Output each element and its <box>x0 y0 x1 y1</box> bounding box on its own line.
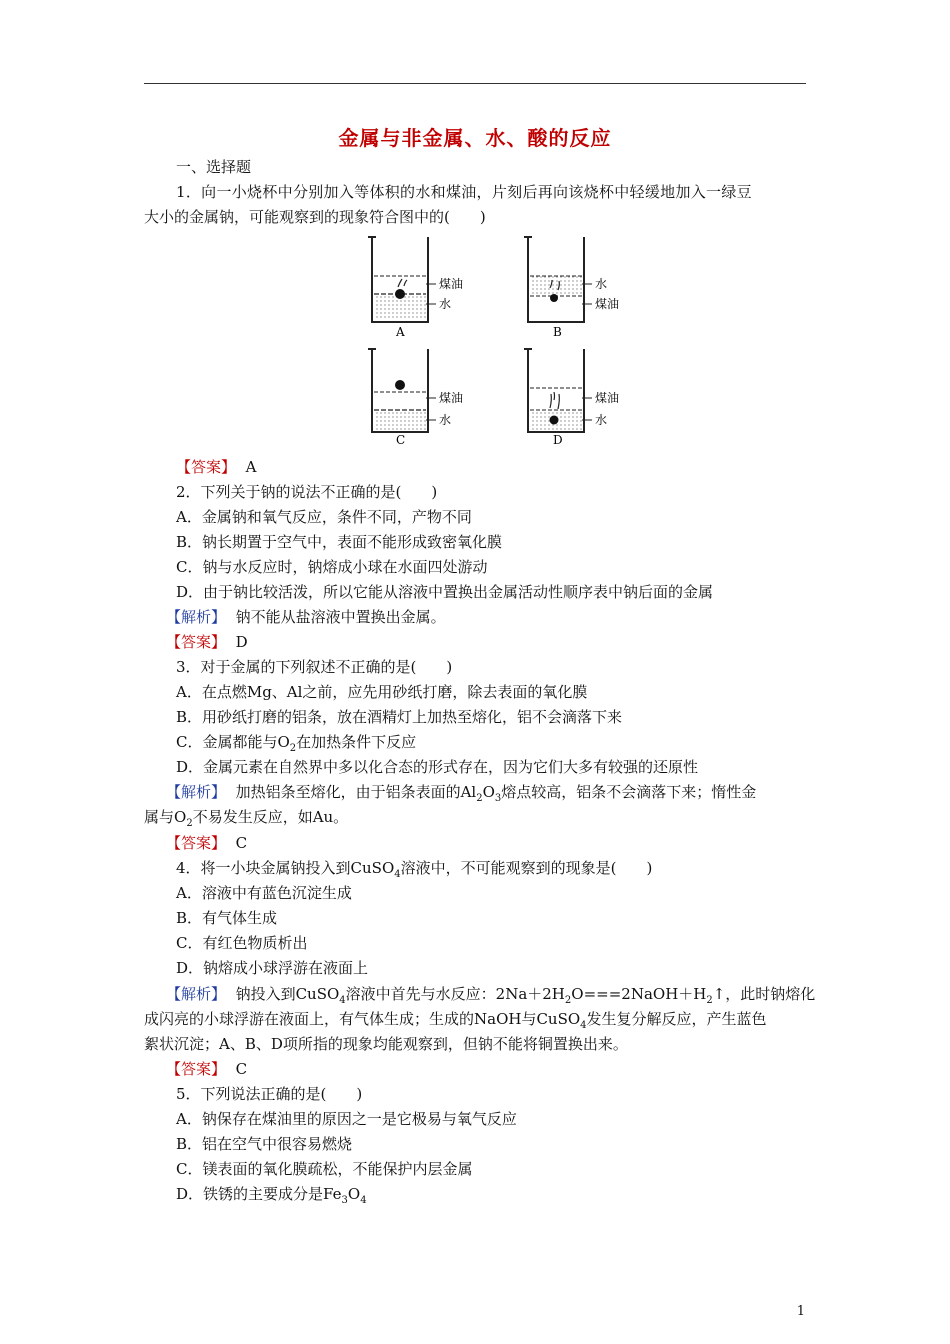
q4-analysis-line3: 絮状沉淀；A、B、D项所指的现象均能观察到，但钠不能将铜置换出来。 <box>144 1035 628 1053</box>
q1-stem-line2: 大小的金属钠，可能观察到的现象符合图中的( ) <box>144 208 486 226</box>
analysis-tag: 【解析】 <box>166 985 227 1003</box>
label-c-kerosene: 煤油 <box>439 391 464 405</box>
q4-option-b: B．有气体生成 <box>176 909 278 927</box>
answer-value: D <box>235 633 248 651</box>
answer-value: C <box>235 834 248 852</box>
beaker-b <box>524 237 619 339</box>
text: 溶液中首先与水反应：2Na＋2H <box>345 985 565 1003</box>
q2-answer <box>166 632 248 652</box>
q2-option-c: C．钠与水反应时，钠熔成小球在水面四处游动 <box>176 558 488 576</box>
option-d-label: D <box>553 433 563 447</box>
subscript: 4 <box>339 995 346 1006</box>
text: O <box>347 1185 361 1203</box>
text: ↑，此时钠熔化 <box>712 985 816 1003</box>
q2-analysis <box>166 607 446 627</box>
text: 加热铝条至熔化，由于铝条表面的Al <box>235 783 477 801</box>
q3-option-a: A．在点燃Mg、Al之前，应先用砂纸打磨，除去表面的氧化膜 <box>176 683 588 701</box>
q4-analysis-line2 <box>144 1009 767 1036</box>
text: 钠投入到CuSO <box>235 985 340 1003</box>
subscript: 3 <box>494 793 502 804</box>
text: O <box>482 783 495 801</box>
q5-stem: 5．下列说法正确的是( ) <box>176 1085 363 1103</box>
text: 发生复分解反应，产生蓝色 <box>586 1010 767 1028</box>
q2-stem: 2．下列关于钠的说法不正确的是( ) <box>176 483 438 501</box>
text: 熔点较高，铝条不会滴落下来；惰性金 <box>501 783 757 801</box>
q4-option-c: C．有红色物质析出 <box>176 934 308 952</box>
label-b-kerosene: 煤油 <box>595 297 620 311</box>
q3-answer <box>166 833 247 853</box>
text: D．铁锈的主要成分是Fe <box>176 1185 342 1203</box>
text: 在加热条件下反应 <box>296 733 417 751</box>
section-heading: 一、选择题 <box>176 158 252 176</box>
answer-tag: 【答案】 <box>166 834 227 852</box>
page-number: 1 <box>796 1304 805 1319</box>
q4-answer <box>166 1059 247 1079</box>
label-d-water: 水 <box>595 413 608 427</box>
q4-stem <box>176 858 652 885</box>
label-a-water: 水 <box>439 297 452 311</box>
q1-answer <box>176 457 256 477</box>
q5-option-c: C．镁表面的氧化膜疏松，不能保护内层金属 <box>176 1160 473 1178</box>
answer-value: C <box>235 1060 248 1078</box>
q4-option-d: D．钠熔成小球浮游在液面上 <box>176 959 369 977</box>
option-c-label: C <box>396 433 406 447</box>
beaker-d <box>524 349 619 447</box>
subscript: 2 <box>706 995 713 1006</box>
option-b-label: B <box>553 325 562 339</box>
q1-stem-line1: 1．向一小烧杯中分别加入等体积的水和煤油，片刻后再向该烧杯中轻缓地加入一绿豆 <box>176 183 752 201</box>
subscript: 4 <box>580 1020 587 1031</box>
q3-stem: 3．对于金属的下列叙述不正确的是( ) <box>176 658 453 676</box>
q5-option-b: B．铝在空气中很容易燃烧 <box>176 1135 353 1153</box>
text: 成闪亮的小球浮游在液面上，有气体生成；生成的NaOH与CuSO <box>144 1010 581 1028</box>
answer-tag: 【答案】 <box>176 458 237 476</box>
text: 溶液中，不可能观察到的现象是( ) <box>400 859 653 877</box>
answer-value: A <box>245 458 257 476</box>
answer-tag: 【答案】 <box>166 1060 227 1078</box>
text: 4．将一小块金属钠投入到CuSO <box>176 859 395 877</box>
q2-option-d: D．由于钠比较活泼，所以它能从溶液中置换出金属活动性顺序表中钠后面的金属 <box>176 583 714 601</box>
beaker-diagrams <box>360 232 640 450</box>
subscript: 2 <box>289 743 297 754</box>
q3-analysis-line1 <box>166 782 756 809</box>
q2-option-b: B．钠长期置于空气中，表面不能形成致密氧化膜 <box>176 533 503 551</box>
q4-analysis-line1 <box>166 984 815 1011</box>
beaker-figure <box>360 232 640 450</box>
q3-option-c <box>176 732 416 759</box>
label-c-water: 水 <box>439 413 452 427</box>
beaker-a <box>368 237 463 339</box>
text: C．金属都能与O <box>176 733 290 751</box>
text: 不易发生反应，如Au。 <box>192 808 349 826</box>
label-a-kerosene: 煤油 <box>439 277 464 291</box>
q5-option-a: A．钠保存在煤油里的原因之一是它极易与氧气反应 <box>176 1110 517 1128</box>
label-b-water: 水 <box>595 277 608 291</box>
label-d-kerosene: 煤油 <box>595 391 620 405</box>
q3-option-b: B．用砂纸打磨的铝条，放在酒精灯上加热至熔化，铝不会滴落下来 <box>176 708 623 726</box>
page-title: 金属与非金属、水、酸的反应 <box>338 126 612 150</box>
answer-tag: 【答案】 <box>166 633 227 651</box>
q4-option-a: A．溶液中有蓝色沉淀生成 <box>176 884 352 902</box>
beaker-c <box>368 349 463 447</box>
subscript: 2 <box>476 793 483 804</box>
text: O===2NaOH＋H <box>571 985 707 1003</box>
subscript: 4 <box>394 869 401 880</box>
analysis-tag: 【解析】 <box>166 608 227 626</box>
analysis-text: 钠不能从盐溶液中置换出金属。 <box>235 608 446 626</box>
q5-option-d <box>176 1184 367 1211</box>
analysis-tag: 【解析】 <box>166 783 227 801</box>
header-rule <box>144 83 806 84</box>
subscript: 4 <box>360 1195 367 1206</box>
q3-option-d: D．金属元素在自然界中多以化合态的形式存在，因为它们大多有较强的还原性 <box>176 758 699 776</box>
text: 属与O <box>144 808 187 826</box>
subscript: 2 <box>564 995 572 1006</box>
q2-option-a: A．金属钠和氧气反应，条件不同，产物不同 <box>176 508 472 526</box>
subscript: 2 <box>186 818 193 829</box>
option-a-label: A <box>396 325 405 339</box>
q3-analysis-line2 <box>144 807 348 834</box>
subscript: 3 <box>341 1195 348 1206</box>
